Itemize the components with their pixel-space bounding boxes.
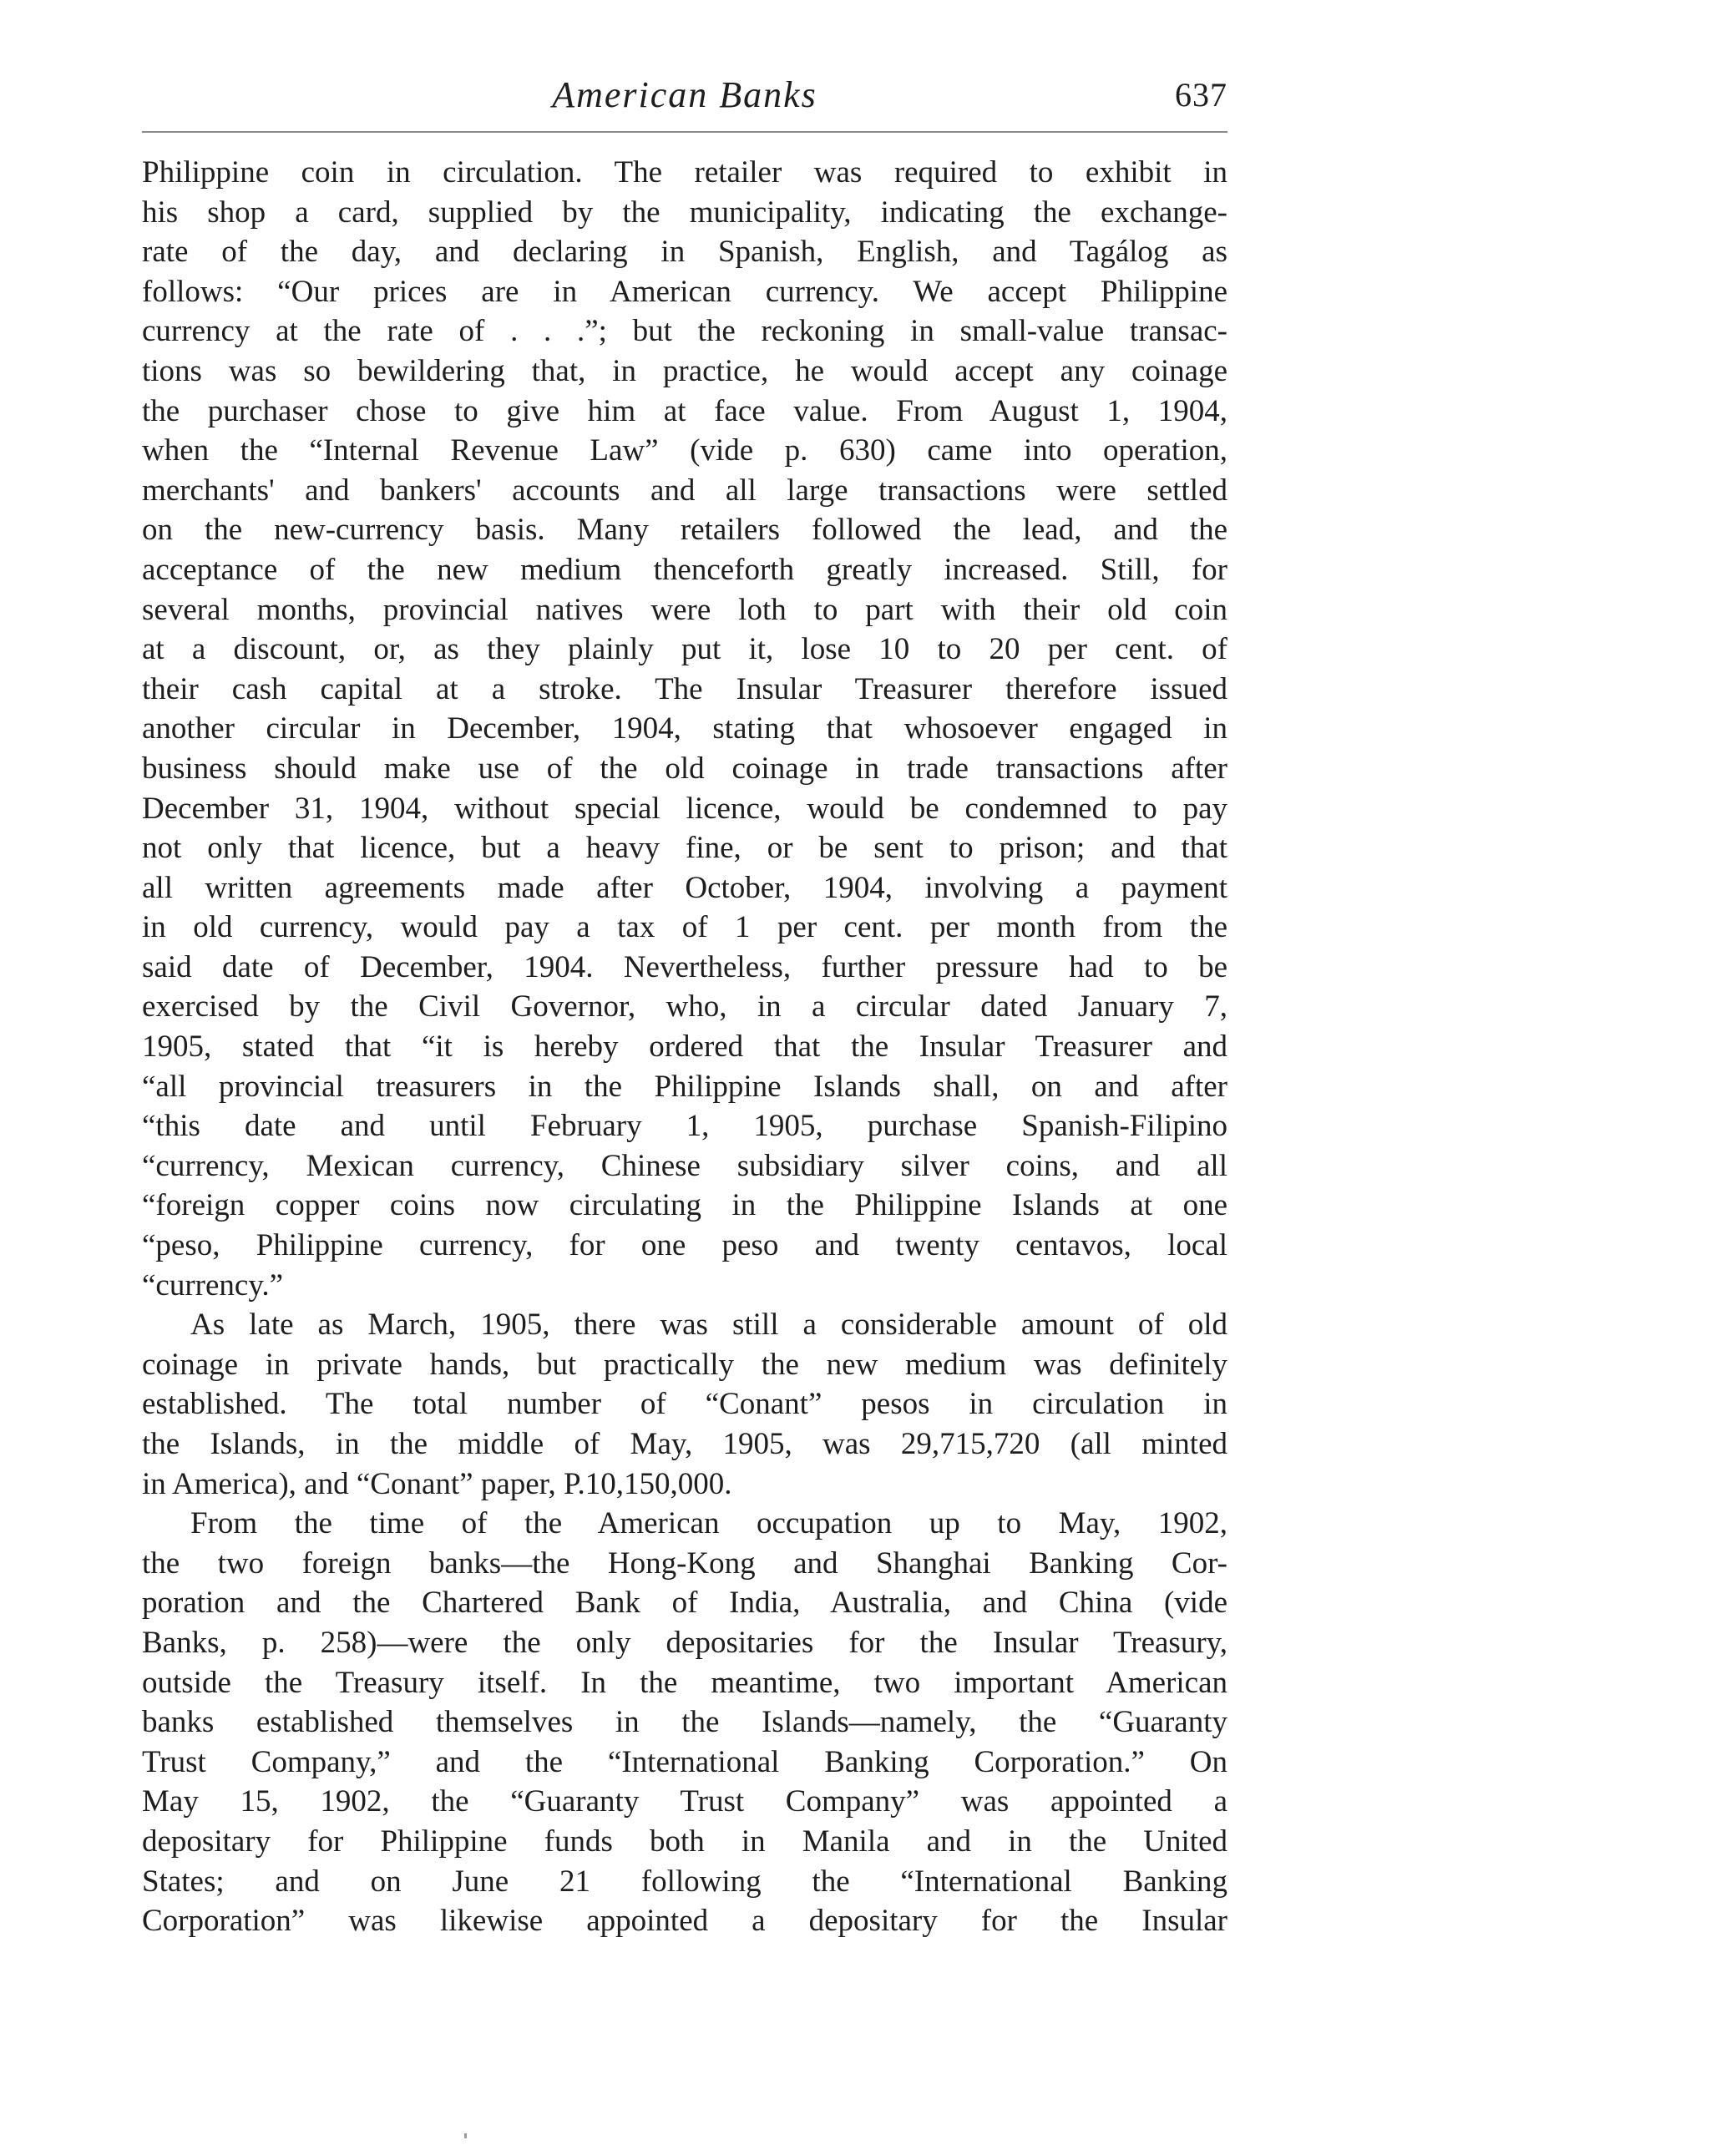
text-line: exercised by the Civil Governor, who, in a circular dated January 7, — [142, 989, 1227, 1024]
header-rule — [142, 131, 1227, 133]
text-line: the Islands, in the middle of May, 1905, was 29,715,720 (all minted — [142, 1427, 1227, 1461]
text-line: poration and the Chartered Bank of India, Australia, and China (vide — [142, 1586, 1227, 1621]
text-line: when the “Internal Revenue Law” (vide p. 630) came into operation, — [142, 433, 1227, 468]
paragraph-3 — [142, 1504, 1227, 1941]
text-line: “this date and until February 1, 1905, purchase Spanish-Filipino — [142, 1109, 1227, 1144]
running-head — [142, 73, 1227, 124]
text-line: their cash capital at a stroke. The Insular Treasurer therefore issued — [142, 671, 1227, 706]
text-line: established. The total number of “Conant” pesos in circulation in — [142, 1387, 1227, 1422]
text-line: tions was so bewildering that, in practice, he would accept any coinage — [142, 353, 1227, 388]
running-title: American Banks — [552, 74, 817, 115]
text-line: coinage in private hands, but practically the new medium was definitely — [142, 1347, 1227, 1382]
text-line: Trust Company,” and the “International Banking Corporation.” On — [142, 1744, 1227, 1779]
text-line: in America), and “Conant” paper, P.10,150,000. — [142, 1466, 732, 1501]
text-line: outside the Treasury itself. In the meantime, two important American — [142, 1665, 1227, 1700]
text-line: Corporation” was likewise appointed a depositary for the Insular — [142, 1904, 1227, 1939]
text-line: in old currency, would pay a tax of 1 per cent. per month from the — [142, 910, 1227, 945]
text-line: his shop a card, supplied by the municipality, indicating the exchange- — [142, 195, 1227, 230]
text-line: merchants' and bankers' accounts and all large transactions were settled — [142, 473, 1227, 508]
text-line: follows: “Our prices are in American currency. We accept Philippine — [142, 274, 1227, 309]
text-line: Philippine coin in circulation. The retailer was required to exhibit in — [142, 155, 1227, 190]
text-line: several months, provincial natives were loth to part with their old coin — [142, 592, 1227, 627]
print-speck — [464, 2133, 467, 2138]
text-line: “all provincial treasurers in the Philippine Islands shall, on and after — [142, 1069, 1227, 1104]
text-line: the two foreign banks—the Hong-Kong and Shanghai Banking Cor- — [142, 1545, 1227, 1581]
text-line: From the time of the American occupation up to May, 1902, — [190, 1506, 1227, 1541]
text-line: another circular in December, 1904, stating that whosoever engaged in — [142, 711, 1227, 746]
text-line: business should make use of the old coinage in trade transactions after — [142, 751, 1227, 786]
text-line: States; and on June 21 following the “International Banking — [142, 1864, 1227, 1899]
text-line: “foreign copper coins now circulating in the Philippine Islands at one — [142, 1188, 1227, 1223]
text-line: “peso, Philippine currency, for one peso and twenty centavos, local — [142, 1228, 1227, 1263]
paragraph-1 — [142, 153, 1227, 1305]
text-line: “currency.” — [142, 1267, 284, 1303]
text-line: the purchaser chose to give him at face value. From August 1, 1904, — [142, 393, 1227, 428]
text-line: said date of December, 1904. Nevertheless, further pressure had to be — [142, 949, 1227, 984]
text-line: banks established themselves in the Islands—namely, the “Guaranty — [142, 1705, 1227, 1740]
text-line: May 15, 1902, the “Guaranty Trust Company” was appointed a — [142, 1784, 1227, 1819]
text-line: at a discount, or, as they plainly put it, lose 10 to 20 per cent. of — [142, 632, 1227, 667]
text-line: acceptance of the new medium thenceforth greatly increased. Still, for — [142, 552, 1227, 587]
body-text — [142, 153, 1227, 1941]
paragraph-2 — [142, 1305, 1227, 1504]
text-line: currency at the rate of . . .”; but the reckoning in small-value transac- — [142, 314, 1227, 349]
text-line: rate of the day, and declaring in Spanish, English, and Tagálog as — [142, 235, 1227, 270]
text-line: depositary for Philippine funds both in Manila and in the United — [142, 1824, 1227, 1859]
page-number: 637 — [1175, 76, 1227, 114]
text-line: Banks, p. 258)—were the only depositaries for the Insular Treasury, — [142, 1625, 1227, 1660]
text-line: not only that licence, but a heavy fine, or be sent to prison; and that — [142, 831, 1227, 866]
text-line: all written agreements made after October, 1904, involving a payment — [142, 870, 1227, 905]
text-line: 1905, stated that “it is hereby ordered that the Insular Treasurer and — [142, 1029, 1227, 1065]
text-line: on the new-currency basis. Many retailers followed the lead, and the — [142, 513, 1227, 548]
text-line: December 31, 1904, without special licence, would be condemned to pay — [142, 791, 1227, 826]
text-line: As late as March, 1905, there was still a considerable amount of old — [190, 1308, 1227, 1343]
text-line: “currency, Mexican currency, Chinese subsidiary silver coins, and all — [142, 1148, 1227, 1183]
